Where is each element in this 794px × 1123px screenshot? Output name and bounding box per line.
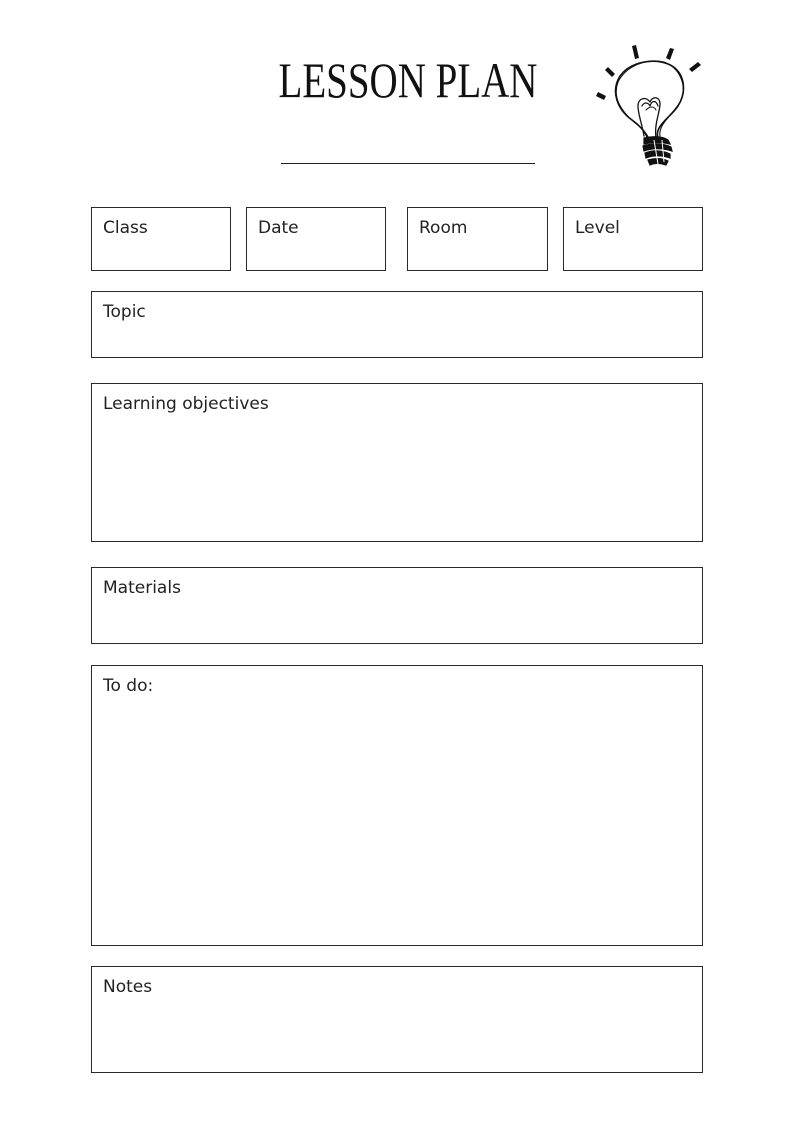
title-underline <box>281 163 535 164</box>
learning-objectives-label: Learning objectives <box>103 394 269 414</box>
todo-field[interactable] <box>91 665 703 946</box>
todo-label: To do: <box>103 676 154 696</box>
date-field[interactable] <box>246 207 386 271</box>
light-bulb-icon <box>588 40 706 172</box>
notes-label: Notes <box>103 977 153 997</box>
room-field[interactable] <box>407 207 548 271</box>
materials-field[interactable] <box>91 567 703 644</box>
topic-field[interactable] <box>91 291 703 358</box>
topic-label: Topic <box>103 302 146 322</box>
materials-label: Materials <box>103 578 181 598</box>
page-title: LESSON PLAN <box>278 52 538 108</box>
learning-objectives-field[interactable] <box>91 383 703 542</box>
room-label: Room <box>419 218 468 238</box>
notes-field[interactable] <box>91 966 703 1073</box>
date-label: Date <box>258 218 299 238</box>
level-label: Level <box>575 218 620 238</box>
class-field[interactable] <box>91 207 231 271</box>
class-label: Class <box>103 218 148 238</box>
level-field[interactable] <box>563 207 703 271</box>
